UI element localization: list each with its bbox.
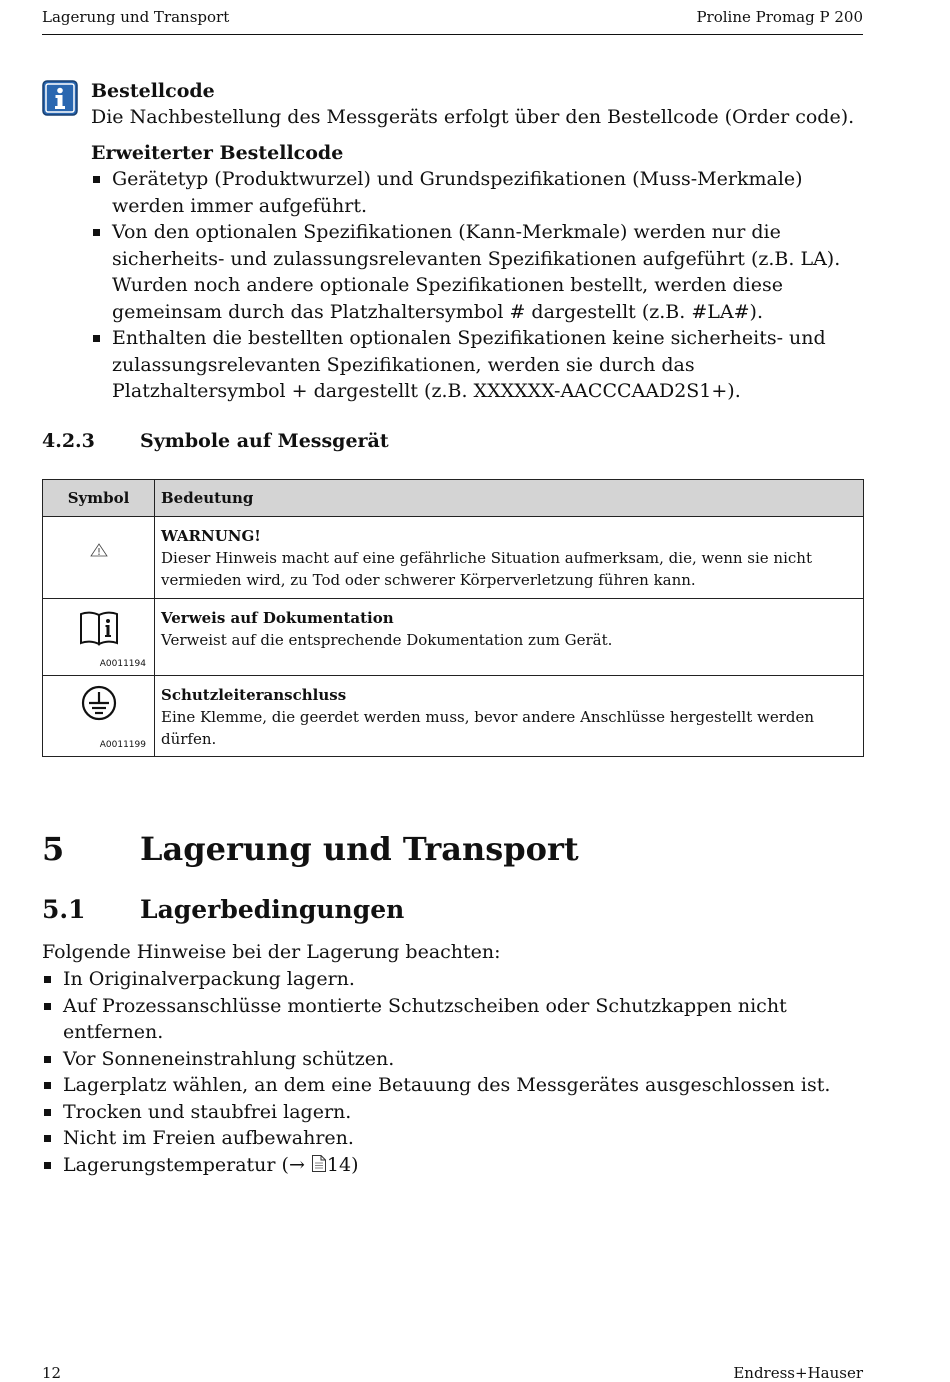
section-title: Symbole auf Messgerät [140,430,389,452]
note-title: Bestellcode [91,80,215,102]
running-header-right: Proline Promag P 200 [696,8,863,26]
running-header-left: Lagerung und Transport [42,8,230,26]
row-description: Verweist auf die entsprechende Dokumentation zum Gerät. [161,631,613,649]
table-header-row [43,480,864,517]
row-description: Eine Klemme, die geerdet werden muss, bevor andere Anschlüsse hergestellt werden dürfen. [161,708,815,748]
list-item: Trocken und staubfrei lagern. [42,1099,872,1126]
list-item: Nicht im Freien aufbewahren. [42,1125,872,1152]
chapter-number: 5 [42,830,65,868]
image-code: A0011199 [99,740,146,750]
list-item-text: Lagerungstemperatur ( [63,1153,289,1176]
arrow-icon: → [288,1153,305,1176]
documentation-book-icon [78,609,120,647]
list-item: Lagerplatz wählen, an dem eine Betauung des Messgerätes ausgeschlossen ist. [42,1072,872,1099]
page-reference-link[interactable]: 14) [326,1153,359,1176]
order-code-note [91,78,871,405]
footer-brand: Endress+Hauser [733,1364,863,1382]
table-row [43,517,864,599]
list-item: Von den optionalen Spezifikationen (Kann-Merkmale) werden nur die sicherheits- und zulassungsrelevanten Spezifikationen aufgeführt (z.B. LA). Wurden noch andere optionale Spezifikationen bestellt, werden diese gemeinsam durch das Platzhaltersymbol # dargestellt (z.B. #LA#). [91,219,871,325]
page-number: 12 [42,1364,62,1382]
warning-icon [90,543,108,557]
list-item: Enthalten die bestellten optionalen Spezifikationen keine sicherheits- und zulassungsrelevanten Spezifikationen, werden sie durch das Platzhaltersymbol + dargestellt (z.B. XXXXXX-AACCCAAD2S1+). [91,325,871,405]
row-title: Verweis auf Dokumentation [161,609,394,627]
table-row [43,599,864,676]
section-number: 4.2.3 [42,430,95,452]
list-item [42,1152,872,1179]
list-item: Auf Prozessanschlüsse montierte Schutzscheiben oder Schutzkappen nicht entfernen. [42,993,872,1046]
section-title: Lagerbedingungen [140,895,405,924]
storage-conditions [42,939,872,1178]
symbol-table [42,479,864,757]
row-title: Schutzleiteranschluss [161,686,347,704]
list-item: Vor Sonneneinstrahlung schützen. [42,1046,872,1073]
section-number: 5.1 [42,895,86,924]
chapter-title: Lagerung und Transport [140,830,579,868]
row-description: Dieser Hinweis macht auf eine gefährliche Situation aufmerksam, die, wenn sie nicht vermieden wird, zu Tod oder schwerer Körperverletzung führen kann. [161,549,812,589]
note-text: Die Nachbestellung des Messgeräts erfolgt über den Bestellcode (Order code). [91,106,855,128]
page-reference-icon[interactable] [311,1154,327,1173]
protective-earth-icon [80,684,118,722]
image-code: A0011194 [99,659,146,669]
table-row [43,676,864,757]
column-header-meaning: Bedeutung [155,480,864,517]
note-list [91,166,871,405]
column-header-symbol: Symbol [43,480,155,517]
header-rule [42,34,863,35]
info-icon [42,80,78,116]
list-item: In Originalverpackung lagern. [42,966,872,993]
storage-list [42,966,872,1178]
storage-intro: Folgende Hinweise bei der Lagerung beachten: [42,941,501,963]
list-item: Gerätetyp (Produktwurzel) und Grundspezifikationen (Muss-Merkmale) werden immer aufgeführt. [91,166,871,219]
row-title: WARNUNG! [161,527,261,545]
note-subtitle: Erweiterter Bestellcode [91,142,344,164]
